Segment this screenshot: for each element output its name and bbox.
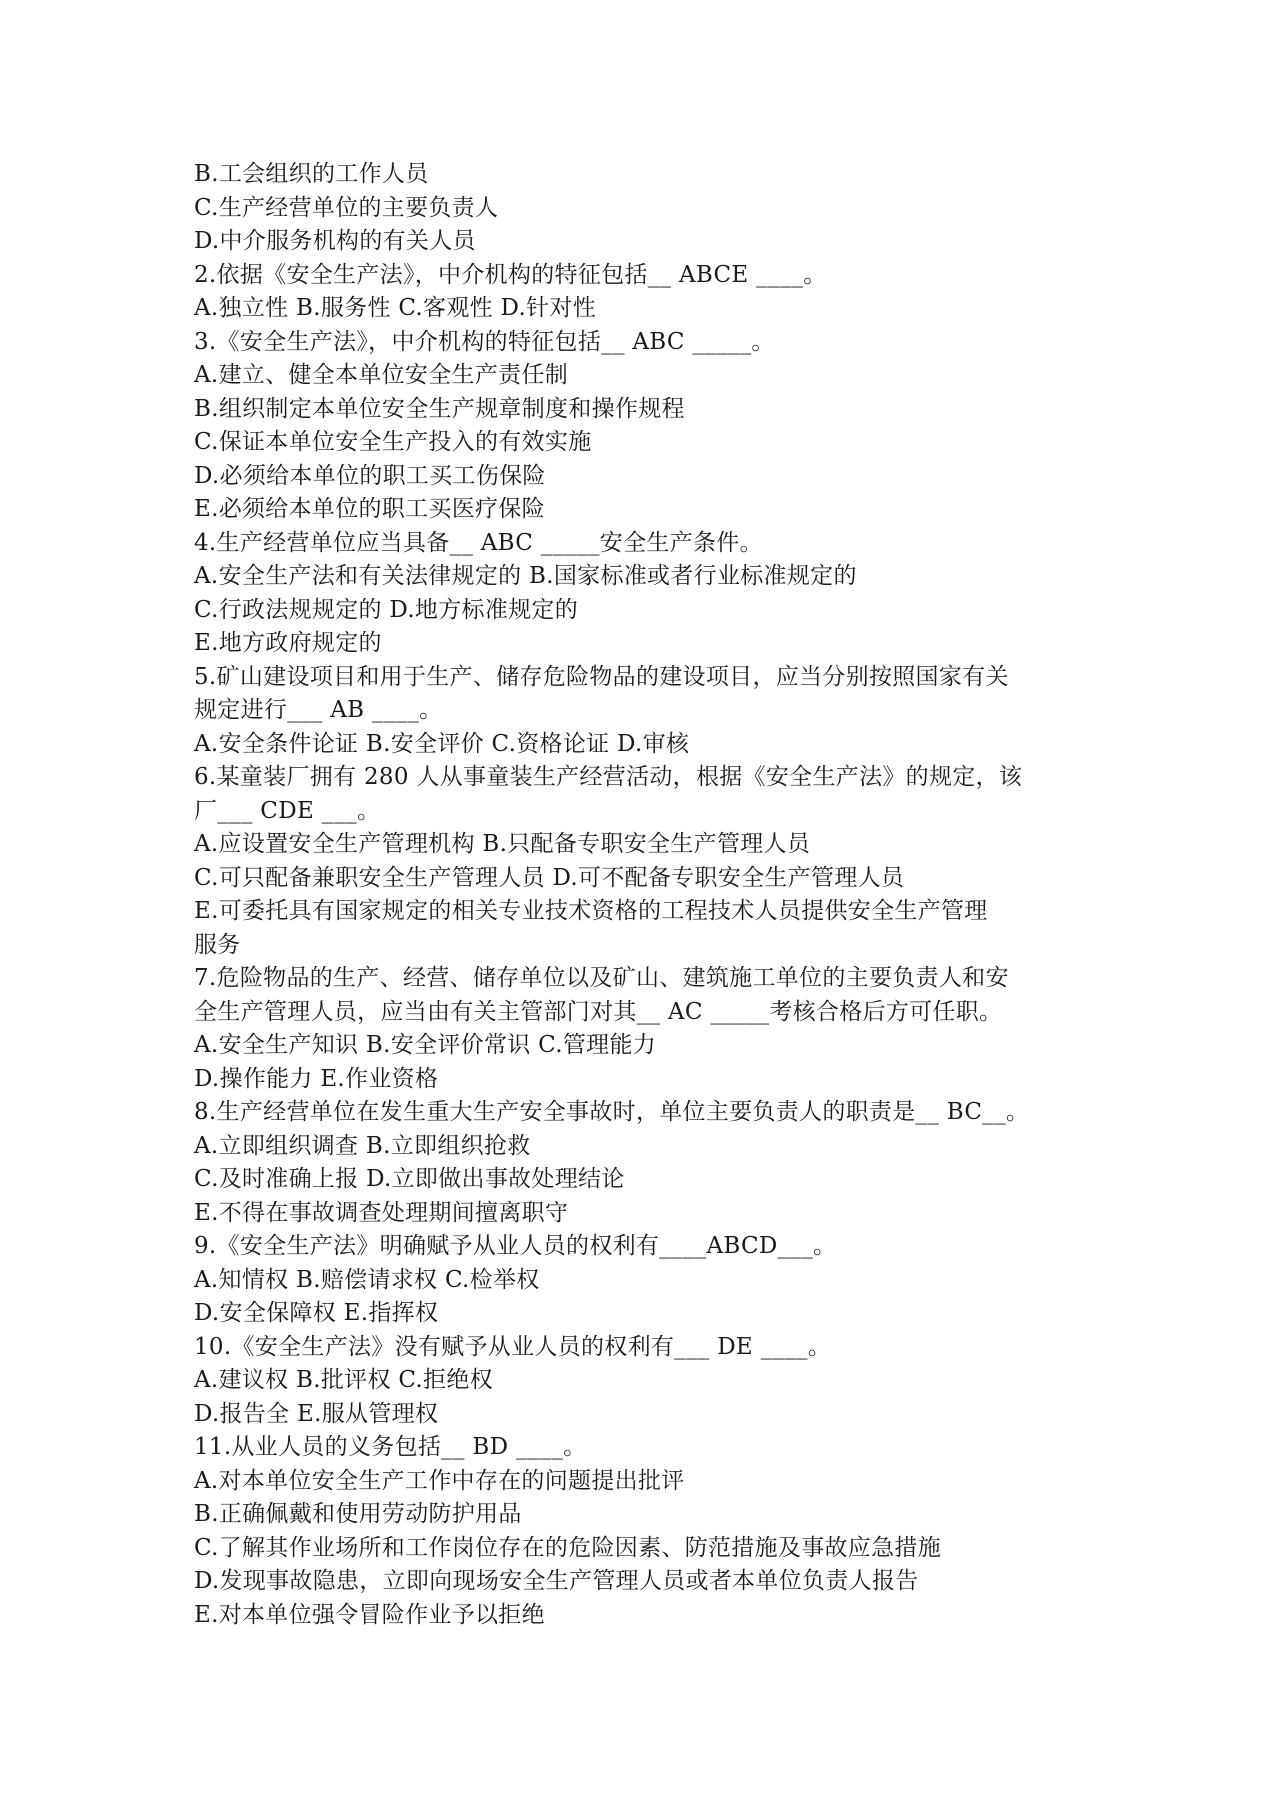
option-line: A.对本单位安全生产工作中存在的问题提出批评 — [194, 1467, 685, 1494]
option-line: A.立即组织调查 B.立即组织抢救 — [194, 1132, 531, 1159]
option-line: D.中介服务机构的有关人员 — [194, 228, 476, 254]
option-line: B.工会组织的工作人员 — [194, 161, 429, 187]
option-line: A.安全条件论证 B.安全评价 C.资格论证 D.审核 — [194, 730, 690, 757]
option-line: B.组织制定本单位安全生产规章制度和操作规程 — [194, 395, 685, 422]
option-line: D.必须给本单位的职工买工伤保险 — [194, 462, 546, 489]
option-line: C.保证本单位安全生产投入的有效实施 — [194, 429, 592, 455]
question-line: 6.某童装厂拥有 280 人从事童装生产经营活动，根据《安全生产法》的规定，该 — [194, 764, 1023, 790]
question-line: 规定进行___ AB ____。 — [194, 697, 443, 723]
option-line: A.建立、健全本单位安全生产责任制 — [194, 362, 569, 388]
document-body — [194, 158, 1094, 1632]
question-line: 7.危险物品的生产、经营、储存单位以及矿山、建筑施工单位的主要负责人和安 — [194, 965, 1009, 991]
option-line: C.了解其作业场所和工作岗位存在的危险因素、防范措施及事故应急措施 — [194, 1534, 941, 1561]
option-line: E.不得在事故调查处理期间擅离职守 — [194, 1199, 569, 1226]
question-line: 全生产管理人员，应当由有关主管部门对其__ AC _____考核合格后方可任职。 — [194, 998, 1003, 1025]
option-line: D.安全保障权 E.指挥权 — [194, 1300, 439, 1326]
option-line: B.正确佩戴和使用劳动防护用品 — [194, 1501, 522, 1527]
option-line: A.知情权 B.赔偿请求权 C.检举权 — [194, 1266, 540, 1293]
question-line: 11.从业人员的义务包括__ BD ____。 — [194, 1434, 587, 1460]
question-line: 9.《安全生产法》明确赋予从业人员的权利有____ABCD___。 — [194, 1233, 837, 1259]
option-line: 服务 — [194, 931, 241, 958]
option-line: A.应设置安全生产管理机构 B.只配备专职安全生产管理人员 — [194, 831, 811, 857]
question-line: 2.依据《安全生产法》，中介机构的特征包括__ ABCE ____。 — [194, 261, 827, 288]
option-line: C.行政法规规定的 D.地方标准规定的 — [194, 596, 579, 623]
question-line: 厂___ CDE ___。 — [194, 797, 381, 824]
option-line: E.地方政府规定的 — [194, 630, 382, 656]
option-line: C.生产经营单位的主要负责人 — [194, 194, 499, 221]
option-line: D.报告全 E.服从管理权 — [194, 1400, 439, 1427]
option-line: E.必须给本单位的职工买医疗保险 — [194, 496, 545, 522]
option-line: A.独立性 B.服务性 C.客观性 D.针对性 — [194, 295, 596, 321]
option-line: C.及时准确上报 D.立即做出事故处理结论 — [194, 1166, 625, 1192]
option-line: A.安全生产知识 B.安全评价常识 C.管理能力 — [194, 1032, 657, 1058]
question-line: 4.生产经营单位应当具备__ ABC _____安全生产条件。 — [194, 529, 763, 556]
option-line: E.对本单位强令冒险作业予以拒绝 — [194, 1601, 545, 1628]
option-line: A.建议权 B.批评权 C.拒绝权 — [194, 1367, 493, 1393]
question-line: 8.生产经营单位在发生重大生产安全事故时，单位主要负责人的职责是__ BC__。 — [194, 1099, 1030, 1125]
option-line: C.可只配备兼职安全生产管理人员 D.可不配备专职安全生产管理人员 — [194, 864, 905, 891]
option-line: A.安全生产法和有关法律规定的 B.国家标准或者行业标准规定的 — [194, 563, 857, 589]
option-line: D.发现事故隐患，立即向现场安全生产管理人员或者本单位负责人报告 — [194, 1568, 919, 1594]
question-line: 10.《安全生产法》没有赋予从业人员的权利有___ DE ____。 — [194, 1333, 832, 1360]
option-line: D.操作能力 E.作业资格 — [194, 1065, 439, 1092]
question-line: 5.矿山建设项目和用于生产、储存危险物品的建设项目，应当分别按照国家有关 — [194, 663, 1009, 690]
question-line: 3.《安全生产法》，中介机构的特征包括__ ABC _____。 — [194, 328, 775, 355]
option-line: E.可委托具有国家规定的相关专业技术资格的工程技术人员提供安全生产管理 — [194, 898, 988, 924]
